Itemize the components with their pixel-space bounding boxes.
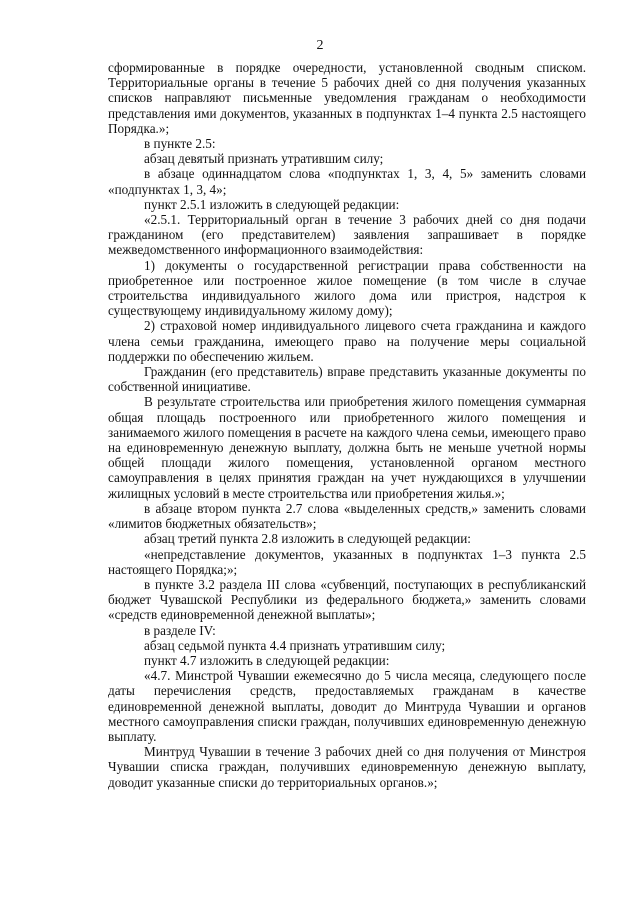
paragraph: «непредставление документов, указанных в подпунктах 1–3 пункта 2.5 настоящего Порядка;»; bbox=[108, 546, 586, 577]
paragraph: в пункте 2.5: bbox=[144, 136, 216, 152]
paragraph: абзац седьмой пункта 4.4 признать утратившим силу; bbox=[144, 637, 446, 653]
paragraph: пункт 2.5.1 изложить в следующей редакции: bbox=[144, 196, 400, 212]
paragraph: Гражданин (его представитель) вправе представить указанные документы по собственной инициативе. bbox=[108, 364, 586, 395]
paragraph: 1) документы о государственной регистрации права собственности на приобретенное или построенное жилое помещение (в том числе в случае строительства индивидуального жилого дома или пристроя, надстроя к существующему индивидуальному жилому дому); bbox=[108, 257, 586, 319]
paragraph: «4.7. Минстрой Чувашии ежемесячно до 5 числа месяца, следующего после даты перечисления средств, предоставляемых гражданам в качестве единовременной денежной выплаты, доводит до Минтруда Чувашии и органов местного самоуправления списки граждан, получивших единовременную денежную выплату. bbox=[108, 668, 586, 744]
paragraph: в абзаце втором пункта 2.7 слова «выделенных средств,» заменить словами «лимитов бюджетных обязательств»; bbox=[108, 500, 586, 532]
paragraph: пункт 4.7 изложить в следующей редакции: bbox=[144, 652, 390, 668]
paragraph: абзац третий пункта 2.8 изложить в следующей редакции: bbox=[144, 531, 471, 547]
page-number: 2 bbox=[316, 38, 324, 53]
paragraph: 2) страховой номер индивидуального лицевого счета гражданина и каждого члена семьи гражданина, имеющего право на получение меры социальной поддержки по обеспечению жильем. bbox=[108, 318, 586, 364]
paragraph: в разделе IV: bbox=[144, 622, 216, 638]
paragraph: Минтруд Чувашии в течение 3 рабочих дней со дня получения от Минстроя Чувашии списка граждан, получивших единовременную денежную выплату, доводит указанные списки до территориальных органов.»; bbox=[108, 744, 586, 790]
paragraph: В результате строительства или приобретения жилого помещения суммарная общая площадь построенного или приобретенного жилого помещения и занимаемого жилого помещения в расчете на каждого члена семьи, имеющего право на единовременную денежную выплату, должна быть не меньше учетной нормы общей площади жилого помещения, установленной органом местного самоуправления в целях принятия граждан на учет нуждающихся в улучшении жилищных условий в месте строительства или приобретения жилья.»; bbox=[108, 394, 586, 501]
paragraph: «2.5.1. Территориальный орган в течение 3 рабочих дней со дня подачи гражданином (его представителем) заявления запрашивает в порядке межведомственного информационного взаимодействия: bbox=[108, 212, 586, 258]
paragraph: в абзаце одиннадцатом слова «подпунктах 1, 3, 4, 5» заменить словами «подпунктах 1, 3, 4»; bbox=[108, 166, 586, 197]
paragraph: абзац девятый признать утратившим силу; bbox=[144, 151, 384, 167]
paragraph: сформированные в порядке очередности, установленной сводным списком. Территориальные органы в течение 5 рабочих дней со дня получения указанных списков направляют письменные уведомления гражданам о необходимости представления ими документов, указанных в подпунктах 1–4 пункта 2.5 настоящего Порядка.»; bbox=[108, 60, 586, 136]
paragraph: в пункте 3.2 раздела III слова «субвенций, поступающих в республиканский бюджет Чувашской Республики из федерального бюджета,» заменить словами «средств единовременной денежной выплаты»; bbox=[108, 576, 586, 623]
